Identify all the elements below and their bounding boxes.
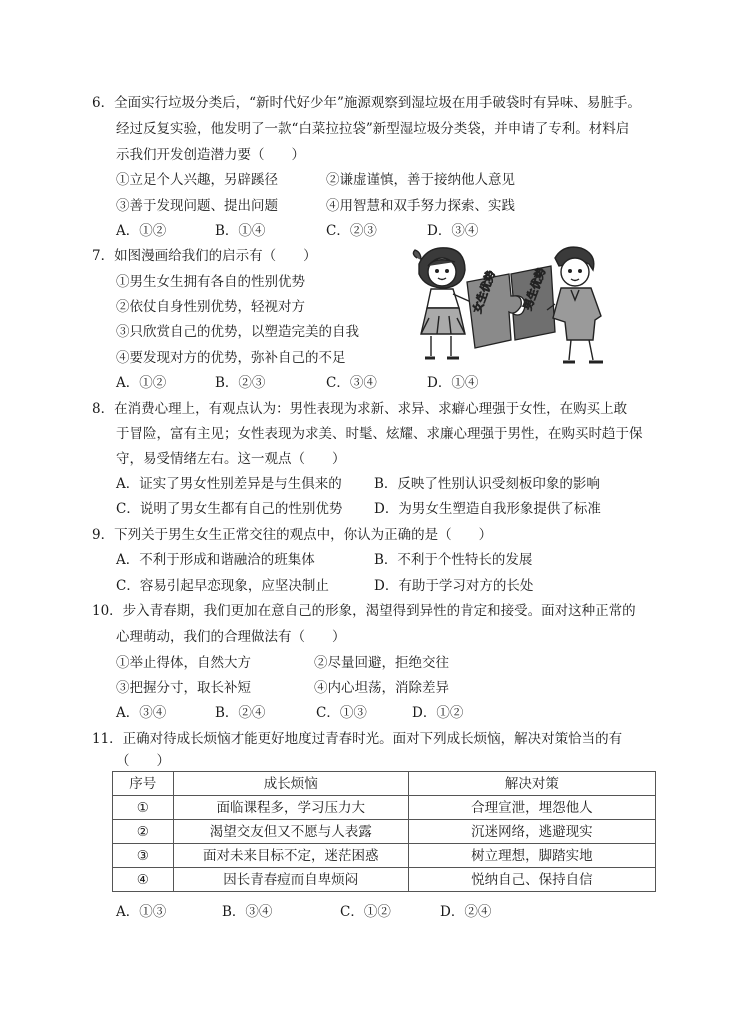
q10-option-1: ①举止得体，自然大方 [116,655,251,671]
header-worry: 成长烦恼 [173,772,408,796]
q11-choice-b[interactable]: B．③④ [222,904,273,920]
q8-stem-line-2: 于冒险，富有主见；女性表现为求美、时髦、炫耀、求廉心理强于男性，在购买时趋于保 [116,426,643,442]
q6-option-1: ①立足个人兴趣，另辟蹊径 [116,172,278,188]
q7-option-1: ①男生女生拥有各自的性别优势 [116,274,305,290]
q10-option-2: ②尽量回避，拒绝交往 [314,655,449,671]
header-number: 序号 [113,772,174,796]
gender-puzzle-cartoon [405,244,615,368]
q11-stem-line-1: 11．正确对待成长烦恼才能更好地度过青春时光。面对下列成长烦恼，解决对策恰当的有 [92,731,623,747]
q10-stem-line-2: 心理萌动，我们的合理做法有（ ） [116,629,346,645]
header-solution: 解决对策 [408,772,655,796]
row-solution: 合理宣泄，埋怨他人 [408,796,655,820]
q8-choice-b[interactable]: B．反映了性别认识受刻板印象的影响 [374,476,600,492]
row-number: ③ [113,844,174,868]
row-worry: 面临课程多，学习压力大 [173,796,408,820]
q6-option-3: ③善于发现问题、提出问题 [116,198,278,214]
q6-choice-a[interactable]: A．①② [116,223,167,239]
table-row [113,844,656,868]
q6-stem-line-2: 经过反复实验，他发明了一款“白菜拉拉袋”新型湿垃圾分类袋，并申请了专利。材料启 [116,121,630,137]
row-solution: 沉迷网络，逃避现实 [408,820,655,844]
row-worry: 渴望交友但又不愿与人表露 [173,820,408,844]
q6-stem-line-3: 示我们开发创造潜力要（ ） [116,147,305,163]
q10-choice-a[interactable]: A．③④ [116,705,167,721]
q7-choice-c[interactable]: C．③④ [326,375,377,391]
q10-option-4: ④内心坦荡，消除差异 [314,680,449,696]
q10-stem-line-1: 10．步入青春期，我们更加在意自己的形象，渴望得到异性的肯定和接受。面对这种正常的 [92,603,636,619]
q10-choice-b[interactable]: B．②④ [215,705,266,721]
q8-choice-c[interactable]: C．说明了男女生都有自己的性别优势 [116,501,343,517]
table-row [113,868,656,892]
q10-choice-d[interactable]: D．①② [412,705,464,721]
q8-choice-a[interactable]: A．证实了男女性别差异是与生俱来的 [116,476,342,492]
puzzle-left-label: 女生优势 [470,268,498,315]
table-row [113,820,656,844]
q8-stem-line-3: 守，易受情绪左右。这一观点（ ） [116,451,346,467]
growth-worries-table [112,771,656,892]
q7-choice-a[interactable]: A．①② [116,375,167,391]
q6-stem-line-1: 6．全面实行垃圾分类后，“新时代好少年”施源观察到湿垃圾在用手破袋时有异味、易脏手。 [92,95,641,111]
q6-choice-d[interactable]: D．③④ [427,223,479,239]
q9-stem: 9．下列关于男生女生正常交往的观点中，你认为正确的是（ ） [92,527,493,543]
row-number: ④ [113,868,174,892]
puzzle-right-label: 男生优势 [520,266,549,312]
girl-figure [413,248,471,358]
q10-choice-c[interactable]: C．①③ [316,705,367,721]
row-worry: 面对未来目标不定，迷茫困惑 [173,844,408,868]
q10-option-3: ③把握分寸，取长补短 [116,680,251,696]
row-solution: 悦纳自己、保持自信 [408,868,655,892]
table-row [113,796,656,820]
q7-option-2: ②依仗自身性别优势，轻视对方 [116,299,305,315]
row-solution: 树立理想，脚踏实地 [408,844,655,868]
q6-option-2: ②谦虚谨慎，善于接纳他人意见 [326,172,515,188]
table-header-row [113,772,656,796]
q9-choice-c[interactable]: C．容易引起早恋现象，应坚决制止 [116,578,329,594]
q9-choice-d[interactable]: D．有助于学习对方的长处 [374,578,534,594]
boy-figure [547,247,603,362]
q8-choice-d[interactable]: D．为男女生塑造自我形象提供了标准 [374,501,601,517]
q6-option-4: ④用智慧和双手努力探索、实践 [326,198,515,214]
q7-option-3: ③只欣赏自己的优势，以塑造完美的自我 [116,324,359,340]
q11-choice-d[interactable]: D．②④ [440,904,492,920]
q7-option-4: ④要发现对方的优势，弥补自己的不足 [116,350,346,366]
q11-choice-a[interactable]: A．①③ [116,904,167,920]
q7-choice-d[interactable]: D．①④ [427,375,479,391]
q7-stem: 7．如图漫画给我们的启示有（ ） [92,248,317,264]
q8-stem-line-1: 8．在消费心理上，有观点认为：男性表现为求新、求异、求癖心理强于女性，在购买上敢 [92,401,628,417]
row-number: ② [113,820,174,844]
q9-choice-a[interactable]: A．不利于形成和谐融洽的班集体 [116,552,315,568]
q11-stem-line-2: （ ） [116,753,170,769]
row-worry: 因长青春痘而自卑烦闷 [173,868,408,892]
q6-choice-c[interactable]: C．②③ [326,223,377,239]
q9-choice-b[interactable]: B．不利于个性特长的发展 [374,552,533,568]
q7-choice-b[interactable]: B．②③ [215,375,266,391]
row-number: ① [113,796,174,820]
q11-choice-c[interactable]: C．①② [340,904,391,920]
q6-choice-b[interactable]: B．①④ [215,223,266,239]
